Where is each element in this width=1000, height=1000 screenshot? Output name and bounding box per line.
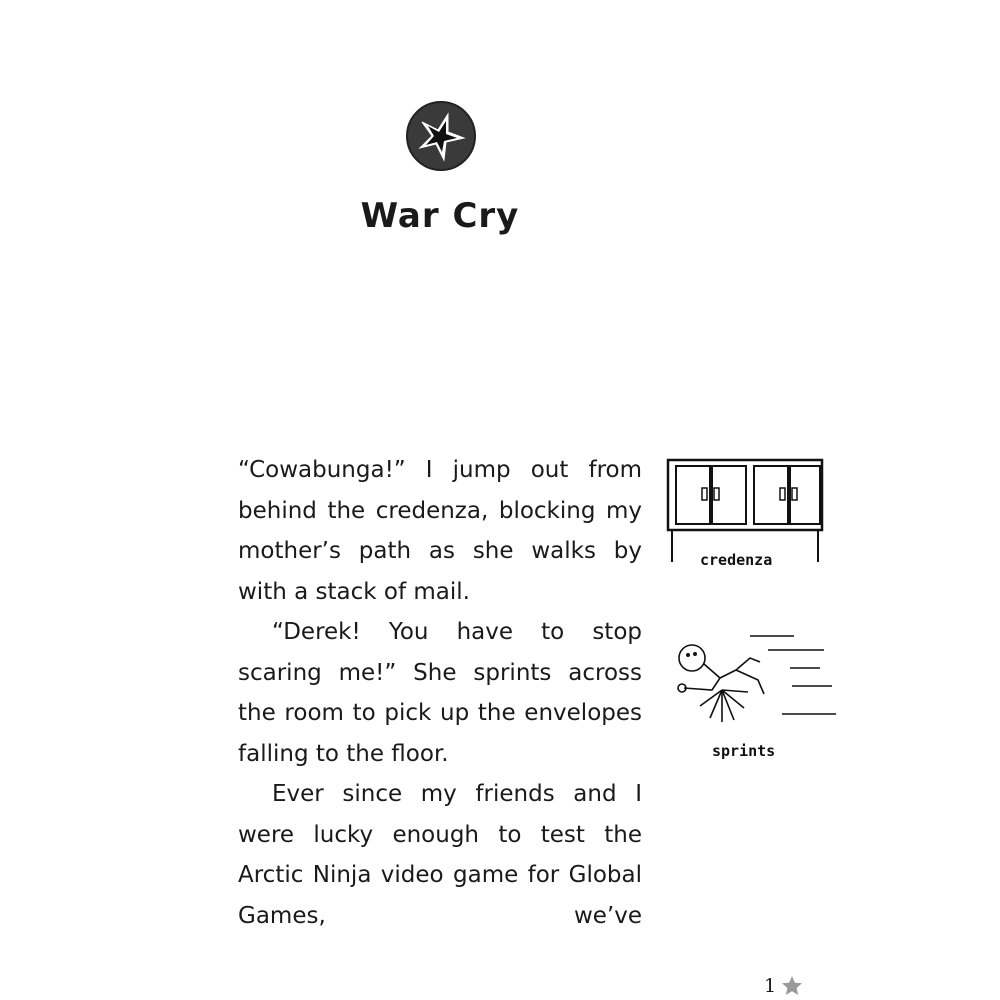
paragraph: “Derek! You have to stop scaring me!” She sprints across the room to pick up the envelopes falling to the floor.	[238, 619, 642, 767]
sprinting-figure-illustration	[664, 628, 844, 728]
body-text	[238, 450, 642, 936]
paragraph: “Cowabunga!” I jump out from behind the credenza, blocking my mother’s path as she walks by with a stack of mail.	[238, 457, 642, 605]
page-number: 1	[764, 975, 777, 997]
credenza-caption: credenza	[700, 551, 773, 569]
paragraph: Ever since my friends and I were lucky enough to test the Arctic Ninja video game for Global Games, we’ve	[238, 781, 642, 929]
sprints-caption: sprints	[712, 742, 776, 760]
chapter-title: War Cry	[360, 196, 520, 236]
ninja-star-icon	[402, 100, 480, 172]
star-icon	[780, 974, 804, 998]
